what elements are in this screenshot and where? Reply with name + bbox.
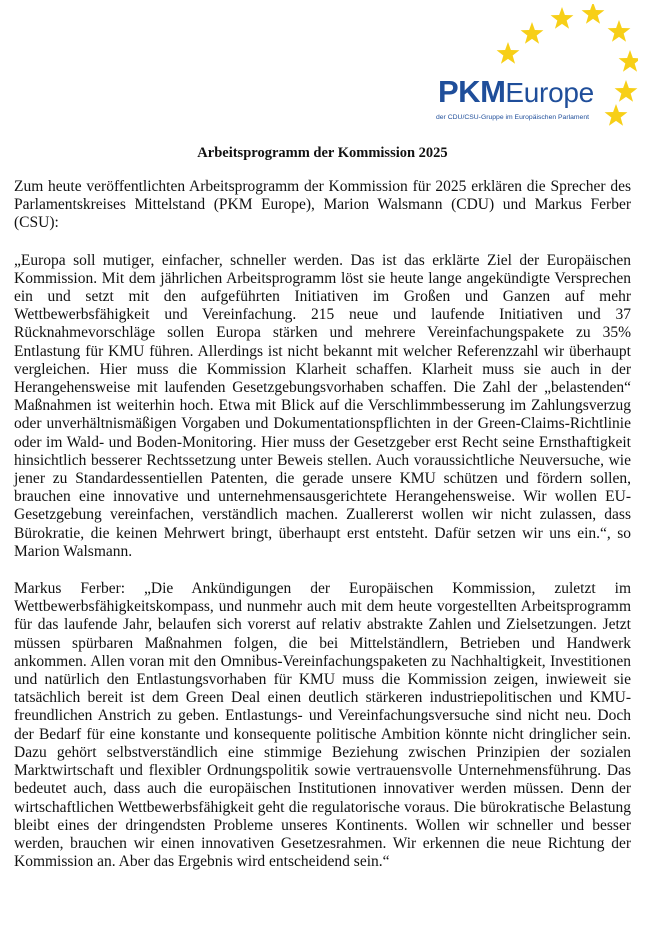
intro-paragraph: Zum heute veröffentlichten Arbeitsprogramm der Kommission für 2025 erklären die Sprecher des Parlamentskreises Mittelstand (PKM Europe), Marion Walsmann (CDU) und Markus Ferber (CSU): (14, 178, 631, 232)
logo-word-europe: Europe (505, 77, 594, 108)
star-icon (605, 104, 628, 126)
star-icon (497, 42, 520, 64)
walsmann-statement: „Europa soll mutiger, einfacher, schneller werden. Das ist das erklärte Ziel der Europäischen Kommission. Mit dem jährlichen Arbeitsprogramm löst sie heute lange angekündigte Versprechen ein und setzt mit den aufgeführten Initiativen im Großen und Ganzen auf mehr Wettbewerbsfähigkeit und Vereinfachung. 215 neue und laufende Initiativen und 37 Rücknahmevorschläge sollen Europa stärken und mehrere Vereinfachungspakete zu 35% Entlastung für KMU führen. Allerdings ist nicht bekannt mit welcher Referenzzahl wir überhaupt vergleichen. Hier muss die Kommission Klarheit schaffen. Klarheit muss sie auch in der Herangehensweise mit laufenden Gesetzgebungsvorhaben schaffen. Die Zahl der „belastenden“ Maßnahmen ist weiterhin hoch. Etwa mit Blick auf die Verschlimmbesserung im Zahlungsverzug oder unverhältnismäßigen Vorgaben und Dokumentationspflichten in der Green-Claims-Richtlinie oder im Wald- und Boden-Monitoring. Hier muss der Gesetzgeber erst Recht seine Ernsthaftigkeit hinsichtlich besserer Rechtssetzung unter Beweis stellen. Auch voraussichtliche Neuversuche, wie jener zu Standardessentiellen Patenten, die gerade unsere KMU schützen und fördern sollen, brauchen eine innovative und unternehmensausgerichtete Herangehensweise. Wir wollen EU-Gesetzgebung vereinfachen, verständlich machen. Zuallererst wollen wir nicht zulassen, dass Bürokratie, die keinen Mehrwert bringt, überhaupt erst entsteht. Dafür setzen wir uns ein.“, so Marion Walsmann. (14, 251, 631, 560)
star-icon (615, 80, 638, 102)
star-icon (608, 20, 631, 42)
document-title: Arbeitsprogramm der Kommission 2025 (197, 145, 448, 161)
stars-arc (426, 4, 638, 132)
ferber-statement: Markus Ferber: „Die Ankündigungen der Europäischen Kommission, zuletzt im Wettbewerbsfähigkeitskompass, und nunmehr auch mit dem heute vorgestellten Arbeitsprogramm für das laufende Jahr, belaufen sich vorerst auf relativ abstrakte Zahlen und Zielsetzungen. Jetzt müssen spürbaren Maßnahmen folgen, die bei Mittelständlern, Betrieben und Handwerk ankommen. Allen voran mit den Omnibus-Vereinfachungspaketen zu Nachhaltigkeit, Investitionen und natürlich den Entlastungsvorhaben für KMU muss die Kommission zeigen, inwieweit sie tatsächlich bereit ist dem Green Deal einen deutlich stärkeren industriepolitischen und KMU-freundlichen Anstrich zu geben. Entlastungs- und Vereinfachungsversuche sind nicht neu. Doch der Bedarf für eine konstante und konsequente politische Ambition könnte nicht dringlicher sein. Dazu gehört selbstverständlich eine stimmige Beziehung zwischen Prinzipien der sozialen Marktwirtschaft und flexibler Ordnungspolitik sowie vertrauensvolle Unternehmensführung. Das bedeutet auch, dass auch die europäischen Institutionen innovativer werden müssen. Denn der wirtschaftlichen Wettbewerbsfähigkeit geht die regulatorische voraus. Die bürokratische Belastung bleibt eines der dringendsten Probleme unseres Kontinents. Wollen wir schneller und besser werden, brauchen wir einen innovativen Gesetzesrahmen. Wir erkennen die neue Richtung der Kommission an. Aber das Ergebnis wird entscheidend sein.“ (14, 580, 631, 871)
document-body (14, 178, 631, 871)
logo-subtitle: der CDU/CSU-Gruppe im Europäischen Parlament (436, 114, 589, 121)
star-icon (582, 4, 605, 24)
star-icon (551, 7, 574, 29)
logo-word-pkm: PKM (438, 74, 506, 109)
star-icon (521, 22, 544, 44)
star-icon (619, 50, 638, 72)
pkm-europe-logo (426, 4, 638, 132)
logo-wordmark (438, 76, 594, 107)
